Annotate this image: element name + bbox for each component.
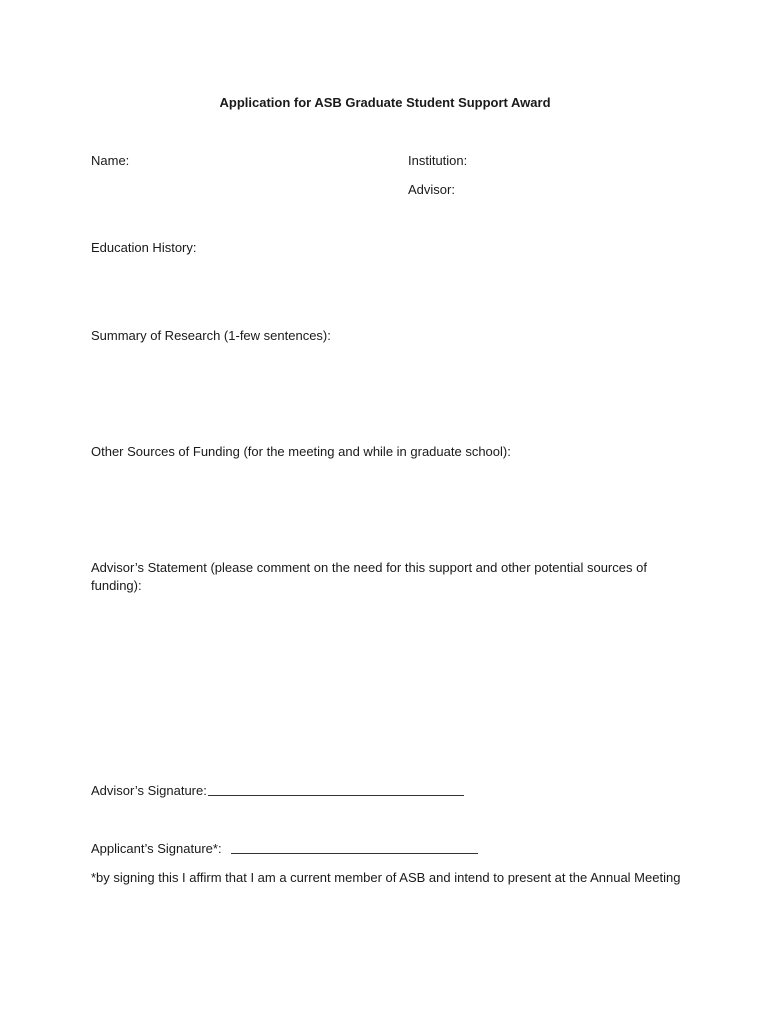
research-summary-label: Summary of Research (1-few sentences): xyxy=(91,328,331,343)
funding-sources-label: Other Sources of Funding (for the meeting and while in graduate school): xyxy=(91,444,511,459)
applicant-signature-line[interactable] xyxy=(231,853,478,854)
signature-footnote: *by signing this I affirm that I am a current member of ASB and intend to present at the Annual Meeting xyxy=(91,870,681,885)
form-title: Application for ASB Graduate Student Support Award xyxy=(219,95,551,110)
applicant-signature-label: Applicant’s Signature*: xyxy=(91,841,222,856)
education-history-label: Education History: xyxy=(91,240,197,255)
advisor-signature-line[interactable] xyxy=(208,795,464,796)
advisor-statement-label: Advisor’s Statement (please comment on the need for this support and other potential sources of funding): xyxy=(91,560,647,593)
name-label: Name: xyxy=(91,153,130,168)
advisor-signature-label: Advisor’s Signature: xyxy=(91,783,207,798)
advisor-label: Advisor: xyxy=(408,182,455,197)
institution-label: Institution: xyxy=(408,153,468,168)
